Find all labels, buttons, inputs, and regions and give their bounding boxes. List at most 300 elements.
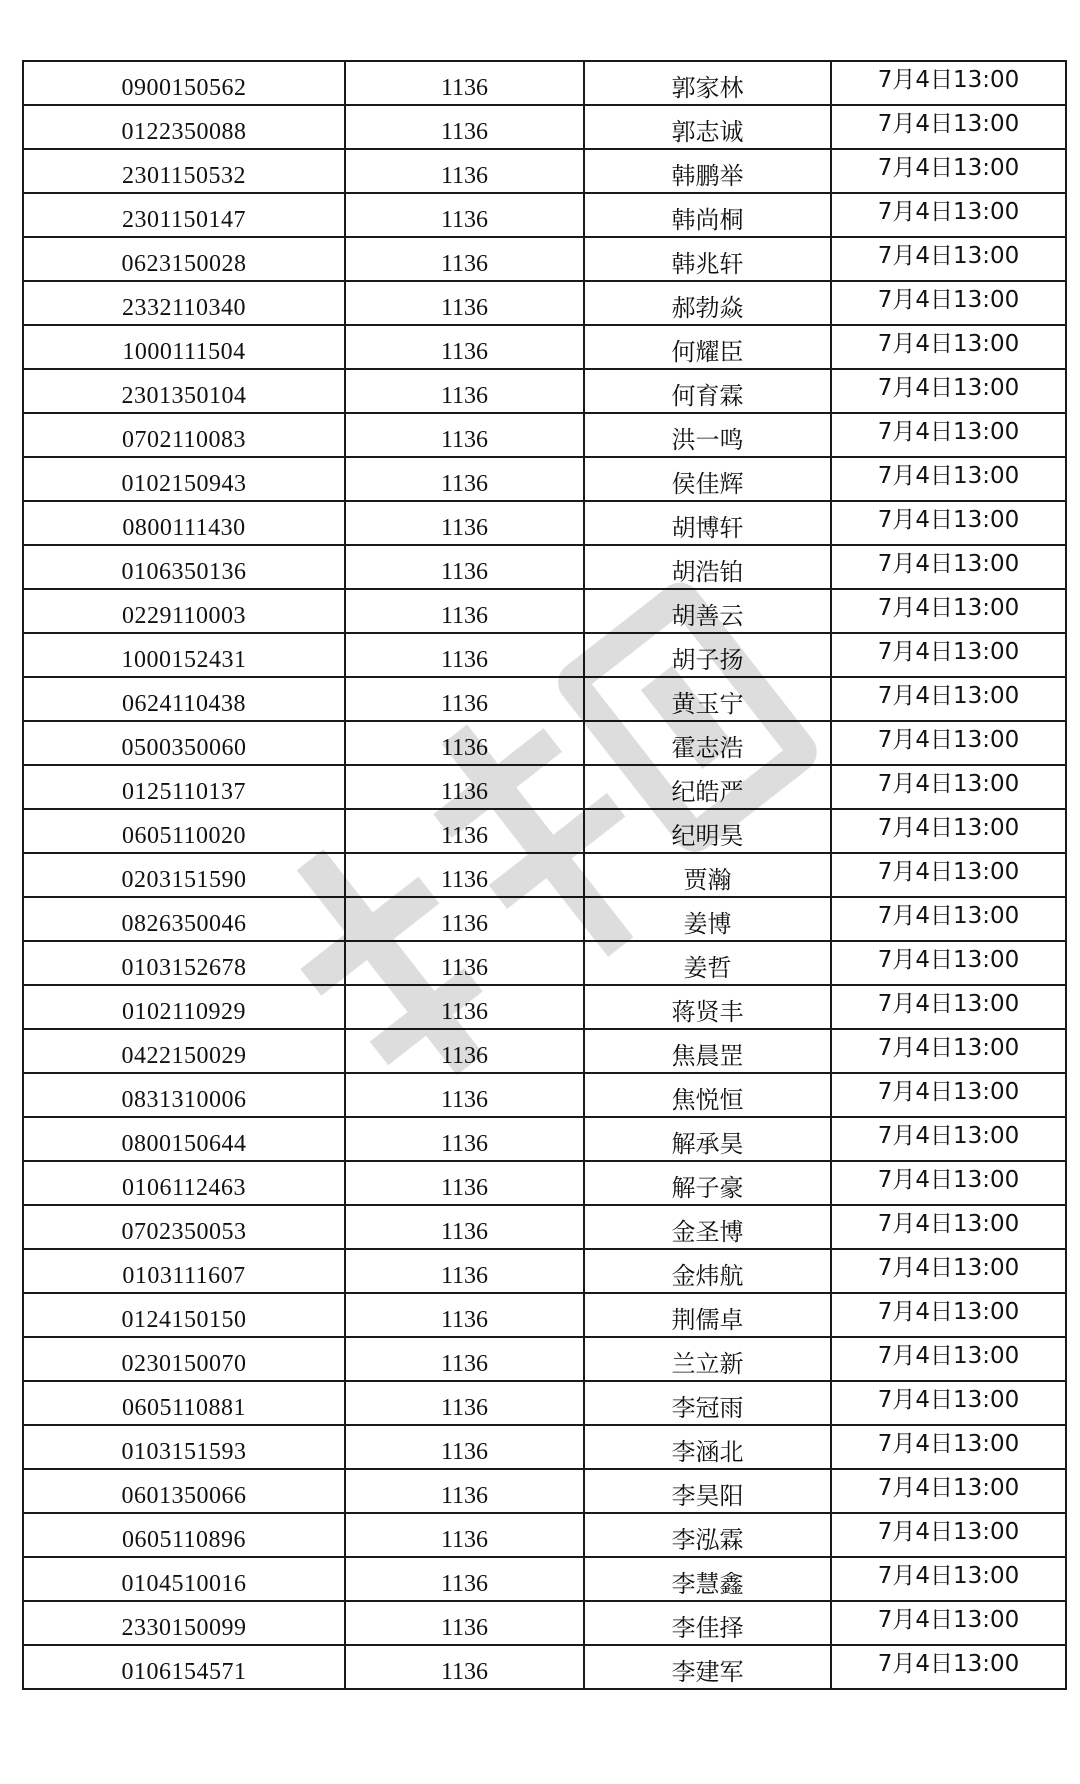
exam-time-cell	[831, 1249, 1066, 1293]
exam-code-text: 1136	[440, 207, 489, 233]
exam-time-cell	[831, 1513, 1066, 1557]
exam-time-cell	[831, 413, 1066, 457]
table-row	[23, 897, 1066, 941]
student-id-text: 2301150532	[121, 163, 247, 189]
exam-time-cell	[831, 193, 1066, 237]
student-id-text: 0702350053	[121, 1219, 247, 1245]
exam-code-text: 1136	[440, 999, 489, 1025]
student-id-cell	[23, 897, 345, 941]
student-name-cell	[584, 149, 831, 193]
table-row	[23, 1029, 1066, 1073]
exam-time-cell	[831, 237, 1066, 281]
student-id-cell	[23, 237, 345, 281]
exam-time-text: 7月4日13:00	[877, 375, 1020, 401]
exam-time-text: 7月4日13:00	[877, 551, 1020, 577]
exam-time-text: 7月4日13:00	[877, 1343, 1020, 1369]
exam-code-cell	[345, 61, 584, 105]
table-row	[23, 1117, 1066, 1161]
student-id-cell	[23, 677, 345, 721]
exam-time-cell	[831, 545, 1066, 589]
student-id-cell	[23, 1117, 345, 1161]
exam-time-text: 7月4日13:00	[877, 595, 1020, 621]
student-id-cell	[23, 369, 345, 413]
table-row	[23, 501, 1066, 545]
student-name-cell	[584, 61, 831, 105]
student-name-text: 姜哲	[683, 954, 732, 982]
exam-time-cell	[831, 1161, 1066, 1205]
student-id-cell	[23, 721, 345, 765]
student-name-cell	[584, 1513, 831, 1557]
student-id-text: 0122350088	[121, 119, 247, 145]
student-name-cell	[584, 281, 831, 325]
student-id-text: 2332110340	[121, 295, 247, 321]
exam-time-text: 7月4日13:00	[877, 815, 1020, 841]
exam-code-cell	[345, 809, 584, 853]
student-name-text: 纪明昊	[671, 822, 744, 850]
exam-code-text: 1136	[440, 603, 489, 629]
exam-code-cell	[345, 1557, 584, 1601]
exam-code-text: 1136	[440, 735, 489, 761]
exam-time-text: 7月4日13:00	[877, 331, 1020, 357]
exam-time-cell	[831, 1337, 1066, 1381]
exam-code-cell	[345, 501, 584, 545]
exam-time-text: 7月4日13:00	[877, 1431, 1020, 1457]
exam-time-text: 7月4日13:00	[877, 1299, 1020, 1325]
exam-time-text: 7月4日13:00	[877, 199, 1020, 225]
exam-time-cell	[831, 61, 1066, 105]
exam-time-cell	[831, 457, 1066, 501]
student-id-text: 0102150943	[121, 471, 247, 497]
student-id-cell	[23, 1513, 345, 1557]
exam-code-text: 1136	[440, 1307, 489, 1333]
student-name-text: 韩鹏举	[671, 162, 744, 190]
exam-code-cell	[345, 1469, 584, 1513]
student-name-text: 黄玉宁	[671, 690, 744, 718]
roster-table-body	[23, 61, 1066, 1689]
student-id-cell	[23, 589, 345, 633]
exam-code-cell	[345, 545, 584, 589]
exam-code-text: 1136	[440, 911, 489, 937]
exam-time-cell	[831, 1117, 1066, 1161]
exam-code-text: 1136	[440, 295, 489, 321]
student-id-cell	[23, 1293, 345, 1337]
student-name-text: 洪一鸣	[671, 426, 744, 454]
student-id-cell	[23, 941, 345, 985]
student-name-text: 兰立新	[671, 1350, 744, 1378]
student-name-text: 金圣博	[671, 1218, 744, 1246]
student-id-cell	[23, 1205, 345, 1249]
student-name-text: 何耀臣	[671, 338, 744, 366]
student-name-cell	[584, 1337, 831, 1381]
exam-code-text: 1136	[440, 1351, 489, 1377]
exam-time-text: 7月4日13:00	[877, 947, 1020, 973]
student-id-text: 0605110881	[121, 1395, 247, 1421]
student-id-cell	[23, 1249, 345, 1293]
exam-time-text: 7月4日13:00	[877, 903, 1020, 929]
student-id-text: 0103152678	[121, 955, 247, 981]
student-name-cell	[584, 1645, 831, 1689]
exam-time-cell	[831, 325, 1066, 369]
exam-code-text: 1136	[440, 1527, 489, 1553]
exam-time-text: 7月4日13:00	[877, 991, 1020, 1017]
student-id-cell	[23, 1029, 345, 1073]
exam-time-cell	[831, 897, 1066, 941]
exam-time-text: 7月4日13:00	[877, 1079, 1020, 1105]
exam-code-cell	[345, 193, 584, 237]
exam-time-text: 7月4日13:00	[877, 1519, 1020, 1545]
exam-time-cell	[831, 1557, 1066, 1601]
exam-time-cell	[831, 1293, 1066, 1337]
exam-code-text: 1136	[440, 1483, 489, 1509]
student-id-cell	[23, 413, 345, 457]
student-id-text: 0900150562	[121, 75, 247, 101]
exam-time-cell	[831, 677, 1066, 721]
student-id-text: 1000111504	[122, 339, 246, 365]
student-name-cell	[584, 853, 831, 897]
exam-code-text: 1136	[440, 1043, 489, 1069]
table-row	[23, 1425, 1066, 1469]
exam-code-text: 1136	[440, 471, 489, 497]
exam-time-text: 7月4日13:00	[877, 243, 1020, 269]
exam-time-cell	[831, 369, 1066, 413]
exam-code-cell	[345, 369, 584, 413]
table-row	[23, 721, 1066, 765]
exam-code-cell	[345, 677, 584, 721]
student-id-text: 0831310006	[121, 1087, 247, 1113]
student-id-cell	[23, 61, 345, 105]
exam-code-cell	[345, 413, 584, 457]
student-name-cell	[584, 1073, 831, 1117]
student-name-text: 何育霖	[671, 382, 744, 410]
student-id-cell	[23, 809, 345, 853]
student-id-text: 0106154571	[121, 1659, 247, 1685]
exam-code-text: 1136	[440, 1615, 489, 1641]
exam-code-text: 1136	[440, 823, 489, 849]
table-row	[23, 677, 1066, 721]
exam-code-cell	[345, 941, 584, 985]
exam-code-cell	[345, 237, 584, 281]
student-id-cell	[23, 1425, 345, 1469]
student-name-cell	[584, 1029, 831, 1073]
exam-code-text: 1136	[440, 1131, 489, 1157]
exam-code-cell	[345, 589, 584, 633]
exam-code-text: 1136	[440, 559, 489, 585]
exam-time-cell	[831, 501, 1066, 545]
student-name-text: 郝勃焱	[671, 294, 744, 322]
roster-table	[22, 60, 1067, 1690]
exam-code-text: 1136	[440, 163, 489, 189]
student-id-text: 0826350046	[121, 911, 247, 937]
student-name-cell	[584, 413, 831, 457]
student-name-text: 李冠雨	[671, 1394, 744, 1422]
table-row	[23, 1601, 1066, 1645]
exam-time-text: 7月4日13:00	[877, 67, 1020, 93]
student-name-text: 郭志诚	[671, 118, 744, 146]
student-name-text: 霍志浩	[671, 734, 744, 762]
student-name-text: 胡善云	[671, 602, 744, 630]
exam-time-cell	[831, 1381, 1066, 1425]
student-name-text: 李泓霖	[671, 1526, 744, 1554]
exam-time-cell	[831, 1029, 1066, 1073]
exam-time-text: 7月4日13:00	[877, 1651, 1020, 1677]
student-id-text: 0624110438	[121, 691, 247, 717]
student-name-cell	[584, 1161, 831, 1205]
student-name-cell	[584, 237, 831, 281]
table-row	[23, 1513, 1066, 1557]
exam-code-cell	[345, 149, 584, 193]
student-name-cell	[584, 809, 831, 853]
student-id-cell	[23, 853, 345, 897]
exam-code-text: 1136	[440, 515, 489, 541]
table-row	[23, 61, 1066, 105]
student-name-cell	[584, 985, 831, 1029]
exam-code-text: 1136	[440, 955, 489, 981]
exam-code-cell	[345, 853, 584, 897]
student-name-cell	[584, 1117, 831, 1161]
exam-time-text: 7月4日13:00	[877, 1211, 1020, 1237]
student-name-cell	[584, 1205, 831, 1249]
exam-time-cell	[831, 105, 1066, 149]
table-row	[23, 1073, 1066, 1117]
exam-code-cell	[345, 1205, 584, 1249]
student-name-text: 李涵北	[671, 1438, 744, 1466]
student-id-text: 0124150150	[121, 1307, 247, 1333]
student-id-cell	[23, 765, 345, 809]
table-row	[23, 149, 1066, 193]
exam-time-cell	[831, 853, 1066, 897]
student-name-cell	[584, 545, 831, 589]
exam-time-text: 7月4日13:00	[877, 1035, 1020, 1061]
table-row	[23, 369, 1066, 413]
student-id-text: 0800111430	[122, 515, 246, 541]
student-id-cell	[23, 1381, 345, 1425]
exam-code-text: 1136	[440, 1087, 489, 1113]
student-id-text: 0106112463	[121, 1175, 247, 1201]
exam-code-cell	[345, 1249, 584, 1293]
exam-code-cell	[345, 721, 584, 765]
exam-time-text: 7月4日13:00	[877, 639, 1020, 665]
table-row	[23, 633, 1066, 677]
exam-time-text: 7月4日13:00	[877, 463, 1020, 489]
exam-time-text: 7月4日13:00	[877, 111, 1020, 137]
student-name-cell	[584, 1249, 831, 1293]
exam-code-text: 1136	[440, 339, 489, 365]
student-name-cell	[584, 721, 831, 765]
student-id-text: 0422150029	[121, 1043, 247, 1069]
table-row	[23, 1469, 1066, 1513]
exam-code-text: 1136	[440, 779, 489, 805]
exam-time-cell	[831, 809, 1066, 853]
exam-code-text: 1136	[440, 1219, 489, 1245]
student-id-text: 0203151590	[121, 867, 247, 893]
student-id-text: 0601350066	[121, 1483, 247, 1509]
student-name-cell	[584, 765, 831, 809]
student-name-text: 纪皓严	[671, 778, 744, 806]
table-row	[23, 413, 1066, 457]
student-id-cell	[23, 1469, 345, 1513]
student-name-cell	[584, 897, 831, 941]
student-id-text: 0605110020	[121, 823, 247, 849]
student-id-text: 0800150644	[121, 1131, 247, 1157]
exam-time-text: 7月4日13:00	[877, 507, 1020, 533]
table-row	[23, 853, 1066, 897]
student-id-cell	[23, 325, 345, 369]
student-id-text: 2301150147	[121, 207, 247, 233]
student-name-text: 胡浩铂	[671, 558, 744, 586]
student-id-cell	[23, 457, 345, 501]
student-id-text: 0623150028	[121, 251, 247, 277]
student-name-text: 蒋贤丰	[671, 998, 744, 1026]
exam-time-cell	[831, 149, 1066, 193]
student-name-cell	[584, 193, 831, 237]
exam-time-text: 7月4日13:00	[877, 155, 1020, 181]
exam-time-text: 7月4日13:00	[877, 771, 1020, 797]
student-id-text: 0106350136	[121, 559, 247, 585]
exam-code-cell	[345, 325, 584, 369]
student-name-text: 解承昊	[671, 1130, 744, 1158]
exam-code-text: 1136	[440, 1571, 489, 1597]
student-name-text: 李昊阳	[671, 1482, 744, 1510]
table-row	[23, 281, 1066, 325]
exam-code-cell	[345, 1513, 584, 1557]
table-row	[23, 1557, 1066, 1601]
exam-time-cell	[831, 941, 1066, 985]
student-name-cell	[584, 1469, 831, 1513]
student-id-cell	[23, 281, 345, 325]
table-row	[23, 1249, 1066, 1293]
table-row	[23, 765, 1066, 809]
table-row	[23, 809, 1066, 853]
student-name-cell	[584, 633, 831, 677]
exam-code-text: 1136	[440, 647, 489, 673]
student-id-cell	[23, 1645, 345, 1689]
exam-code-cell	[345, 985, 584, 1029]
exam-code-cell	[345, 281, 584, 325]
student-name-cell	[584, 105, 831, 149]
exam-time-text: 7月4日13:00	[877, 419, 1020, 445]
student-id-text: 0102110929	[121, 999, 247, 1025]
student-name-text: 姜博	[683, 910, 732, 938]
student-id-cell	[23, 149, 345, 193]
student-name-cell	[584, 941, 831, 985]
student-name-text: 金炜航	[671, 1262, 744, 1290]
student-id-text: 2301350104	[121, 383, 247, 409]
student-name-text: 郭家林	[671, 74, 744, 102]
exam-time-text: 7月4日13:00	[877, 727, 1020, 753]
exam-time-cell	[831, 765, 1066, 809]
student-name-cell	[584, 501, 831, 545]
student-id-cell	[23, 633, 345, 677]
student-name-text: 韩兆轩	[671, 250, 744, 278]
table-row	[23, 193, 1066, 237]
exam-time-cell	[831, 1645, 1066, 1689]
exam-code-text: 1136	[440, 119, 489, 145]
student-id-cell	[23, 1557, 345, 1601]
student-id-text: 0125110137	[121, 779, 247, 805]
exam-code-text: 1136	[440, 383, 489, 409]
exam-time-cell	[831, 1601, 1066, 1645]
exam-time-text: 7月4日13:00	[877, 1123, 1020, 1149]
student-id-cell	[23, 985, 345, 1029]
student-id-text: 0605110896	[121, 1527, 247, 1553]
exam-code-cell	[345, 765, 584, 809]
student-name-cell	[584, 325, 831, 369]
table-row	[23, 105, 1066, 149]
table-row	[23, 589, 1066, 633]
student-id-cell	[23, 193, 345, 237]
student-name-text: 胡子扬	[671, 646, 744, 674]
exam-code-cell	[345, 105, 584, 149]
student-name-cell	[584, 1601, 831, 1645]
student-name-text: 李建军	[671, 1658, 744, 1686]
student-id-text: 0500350060	[121, 735, 247, 761]
exam-code-cell	[345, 1425, 584, 1469]
exam-time-text: 7月4日13:00	[877, 1167, 1020, 1193]
exam-time-text: 7月4日13:00	[877, 1255, 1020, 1281]
exam-code-text: 1136	[440, 1659, 489, 1685]
exam-time-text: 7月4日13:00	[877, 1387, 1020, 1413]
exam-code-text: 1136	[440, 75, 489, 101]
exam-code-cell	[345, 897, 584, 941]
exam-time-text: 7月4日13:00	[877, 1475, 1020, 1501]
student-name-text: 贾瀚	[683, 866, 732, 894]
exam-time-text: 7月4日13:00	[877, 1607, 1020, 1633]
student-name-cell	[584, 677, 831, 721]
student-name-text: 焦悦恒	[671, 1086, 744, 1114]
student-id-cell	[23, 105, 345, 149]
table-row	[23, 1293, 1066, 1337]
exam-code-cell	[345, 1293, 584, 1337]
exam-time-cell	[831, 985, 1066, 1029]
table-row	[23, 985, 1066, 1029]
student-id-cell	[23, 1073, 345, 1117]
exam-time-text: 7月4日13:00	[877, 287, 1020, 313]
exam-code-text: 1136	[440, 691, 489, 717]
exam-time-text: 7月4日13:00	[877, 1563, 1020, 1589]
student-name-cell	[584, 1425, 831, 1469]
exam-time-cell	[831, 1073, 1066, 1117]
student-name-text: 韩尚桐	[671, 206, 744, 234]
student-id-cell	[23, 1601, 345, 1645]
table-row	[23, 1161, 1066, 1205]
student-id-text: 0104510016	[121, 1571, 247, 1597]
exam-time-cell	[831, 589, 1066, 633]
exam-code-text: 1136	[440, 867, 489, 893]
student-name-cell	[584, 589, 831, 633]
table-row	[23, 457, 1066, 501]
exam-code-cell	[345, 1601, 584, 1645]
exam-time-cell	[831, 633, 1066, 677]
student-name-text: 李佳择	[671, 1614, 744, 1642]
student-name-cell	[584, 1381, 831, 1425]
table-row	[23, 545, 1066, 589]
table-row	[23, 325, 1066, 369]
exam-time-cell	[831, 1469, 1066, 1513]
student-name-cell	[584, 369, 831, 413]
exam-code-cell	[345, 1073, 584, 1117]
exam-code-cell	[345, 633, 584, 677]
student-id-cell	[23, 501, 345, 545]
table-row	[23, 1645, 1066, 1689]
student-id-text: 1000152431	[121, 647, 247, 673]
student-id-text: 0230150070	[121, 1351, 247, 1377]
exam-code-text: 1136	[440, 1263, 489, 1289]
student-name-cell	[584, 1293, 831, 1337]
exam-code-text: 1136	[440, 251, 489, 277]
student-id-text: 0702110083	[121, 427, 247, 453]
exam-code-cell	[345, 1029, 584, 1073]
student-id-cell	[23, 1161, 345, 1205]
